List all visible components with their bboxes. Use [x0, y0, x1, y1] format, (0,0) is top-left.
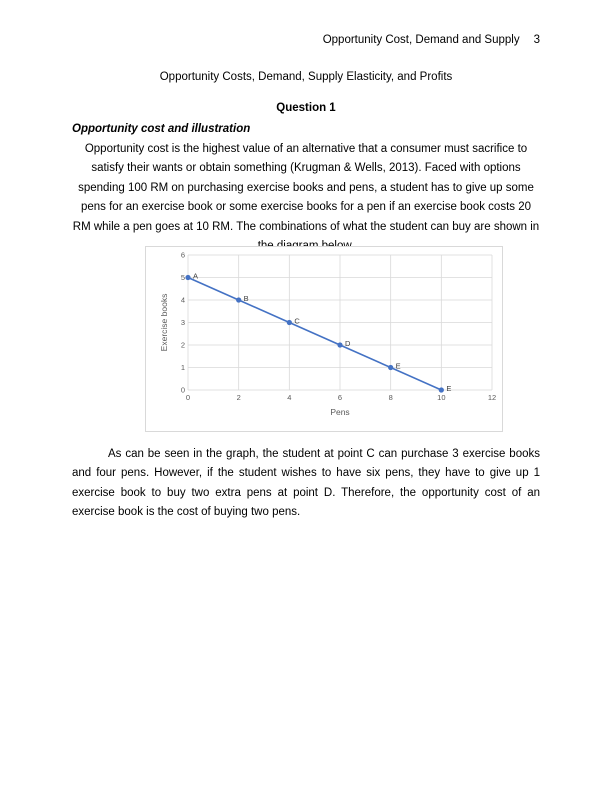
y-tick-label: 0: [180, 385, 185, 395]
data-point-5: [388, 365, 393, 370]
chart-container: [145, 246, 503, 432]
x-tick-label: 8: [388, 393, 393, 402]
page-number: 3: [533, 34, 540, 46]
data-point-label: D: [345, 339, 351, 348]
data-point-label: E: [446, 384, 452, 393]
x-tick-label: 4: [287, 393, 292, 402]
data-point-1: [185, 275, 190, 280]
data-point-label: C: [294, 316, 300, 326]
y-tick-label: 4: [180, 295, 185, 305]
chart-series: [185, 272, 451, 394]
data-point-3: [287, 320, 292, 325]
chart-tick-labels: [181, 251, 496, 403]
running-title: Opportunity Cost, Demand and Supply: [322, 34, 520, 46]
x-tick-label: 6: [337, 393, 343, 402]
running-head: [323, 34, 540, 46]
y-tick-label: 2: [180, 340, 185, 350]
data-point-label: A: [193, 271, 199, 281]
opportunity-cost-chart: [146, 247, 504, 433]
question-heading: Question 1: [276, 102, 336, 114]
x-axis-label: Pens: [330, 407, 350, 417]
x-tick-label: 10: [437, 393, 446, 402]
paragraph-graph-explanation: [72, 445, 540, 523]
paragraph-opportunity-cost: [72, 140, 540, 256]
y-axis-label: Exercise books: [159, 293, 169, 352]
data-point-4: [337, 342, 342, 347]
y-tick-label: 5: [180, 273, 185, 282]
x-tick-label: 2: [236, 393, 241, 402]
document-title: Opportunity Costs, Demand, Supply Elasticity, and Profits: [159, 71, 453, 83]
section-heading: Opportunity cost and illustration: [72, 123, 251, 135]
y-tick-label: 1: [180, 363, 185, 372]
x-tick-label: 12: [487, 393, 497, 402]
x-tick-label: 0: [185, 393, 191, 402]
series-line: [188, 278, 441, 391]
data-point-2: [236, 297, 241, 302]
y-tick-label: 6: [180, 250, 185, 260]
paragraph-2-text: As can be seen in the graph, the student at point C can purchase 3 exercise books and four pens. However, if the student wishes to have six pens, they have to give up 1 exercise book to buy two extra pens at point D. Therefore, the opportunity cost of an exercise book is the cost of buying two pens.: [72, 448, 540, 519]
paragraph-1-text: Opportunity cost is the highest value of an alternative that a consumer must sacrifice to satisfy their wants or obtain something (Krugman & Wells, 2013). Faced with options spending 100 RM on purchasing exercise books and pens, a student has to give up some pens for an exercise book or some exercise books for a pen if an exercise book costs 20 RM while a pen goes at 10 RM. The combinations of what the student can buy are shown in: [72, 143, 540, 233]
data-point-label: E: [395, 361, 401, 371]
data-point-6: [439, 387, 444, 392]
chart-gridlines: [188, 255, 492, 390]
data-point-label: B: [243, 294, 249, 303]
y-tick-label: 3: [180, 318, 185, 327]
